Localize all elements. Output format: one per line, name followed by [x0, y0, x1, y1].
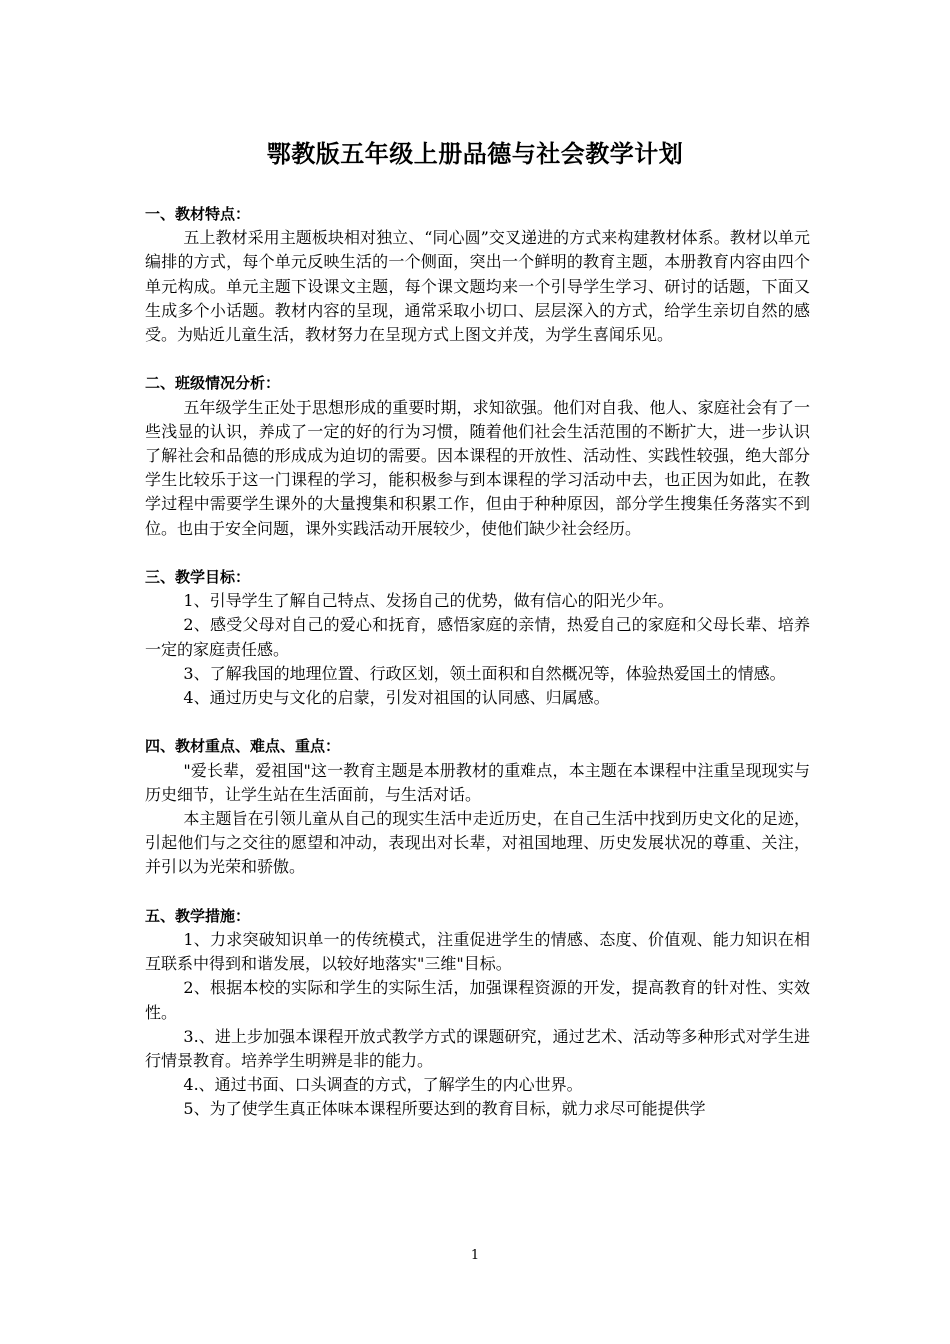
paragraph: 本主题旨在引领儿童从自己的现实生活中走近历史，在自己生活中找到历史文化的足迹，引起他们与之交往的愿望和冲动，表现出对长辈，对祖国地理、历史发展状况的尊重、关注，并引以为光荣和骄傲。	[145, 809, 810, 877]
list-item: 1、引导学生了解自己特点、发扬自己的优势，做有信心的阳光少年。	[183, 591, 674, 611]
list-item: 2、根据本校的实际和学生的实际生活，加强课程资源的开发，提高教育的针对性、实效性。	[145, 978, 810, 1022]
list-item: 1、力求突破知识单一的传统模式，注重促进学生的情感、态度、价值观、能力知识在相互联系中得到和谐发展，以较好地落实"三维"目标。	[145, 930, 810, 974]
section-heading: 三、教学目标：	[145, 568, 251, 587]
section-teaching-goals	[145, 565, 810, 710]
section-teaching-measures	[145, 904, 810, 1122]
page-number: 1	[470, 1248, 480, 1263]
section-heading: 四、教材重点、难点、重点：	[145, 737, 341, 756]
list-item: 5、为了使学生真正体味本课程所要达到的教育目标，就力求尽可能提供学	[183, 1099, 706, 1119]
list-item: 4.、通过书面、口头调查的方式，了解学生的内心世界。	[183, 1075, 583, 1095]
section-class-analysis	[145, 371, 810, 540]
list-item: 3.、进上步加强本课程开放式教学方式的课题研究，通过艺术、活动等多种形式对学生进行情景教育。培养学生明辨是非的能力。	[145, 1026, 810, 1071]
section-textbook-features	[145, 202, 810, 347]
list-item: 3、了解我国的地理位置、行政区划，领土面积和自然概况等，体验热爱国土的情感。	[183, 663, 786, 683]
section-heading: 二、班级情况分析：	[145, 374, 281, 393]
list-item: 4、通过历史与文化的启蒙，引发对祖国的认同感、归属感。	[183, 688, 610, 708]
section-key-points	[145, 734, 810, 879]
section-heading: 一、教材特点：	[145, 205, 251, 223]
document-title: 鄂教版五年级上册品德与社会教学计划	[266, 140, 684, 168]
paragraph: 五年级学生正处于思想形成的重要时期，求知欲强。他们对自我、他人、家庭社会有了一些浅显的认识，养成了一定的好的行为习惯，随着他们社会生活范围的不断扩大，进一步认识了解社会和品德的形成成为迫切的需要。因本课程的开放性、活动性、实践性较强，绝大部分学生比较乐于这一门课程的学习，能积极参与到本课程的学习活动中去，也正因为如此，在教学过程中需要学生课外的大量搜集和积累工作，但由于种种原因，部分学生搜集任务落实不到位。也由于安全问题，课外实践活动开展较少，使他们缺少社会经历。	[145, 397, 810, 538]
paragraph: 五上教材采用主题板块相对独立、“同心圆”交叉递进的方式来构建教材体系。教材以单元编排的方式，每个单元反映生活的一个侧面，突出一个鲜明的教育主题，本册教育内容由四个单元构成。单元主题下设课文主题，每个课文题均来一个引导学生学习、研讨的话题，下面又生成多个小话题。教材内容的呈现，通常采取小切口、层层深入的方式，给学生亲切自然的感受。为贴近儿童生活，教材努力在呈现方式上图文并茂，为学生喜闻乐见。	[145, 228, 810, 345]
list-item: 2、感受父母对自己的爱心和抚育，感悟家庭的亲情，热爱自己的家庭和父母长辈、培养一定的家庭责任感。	[145, 615, 810, 659]
section-heading: 五、教学措施：	[145, 906, 251, 925]
document-body	[145, 202, 810, 1146]
paragraph: "爱长辈，爱祖国"这一教育主题是本册教材的重难点，本主题在本课程中注重呈现现实与历史细节，让学生站在生活面前，与生活对话。	[145, 760, 810, 804]
